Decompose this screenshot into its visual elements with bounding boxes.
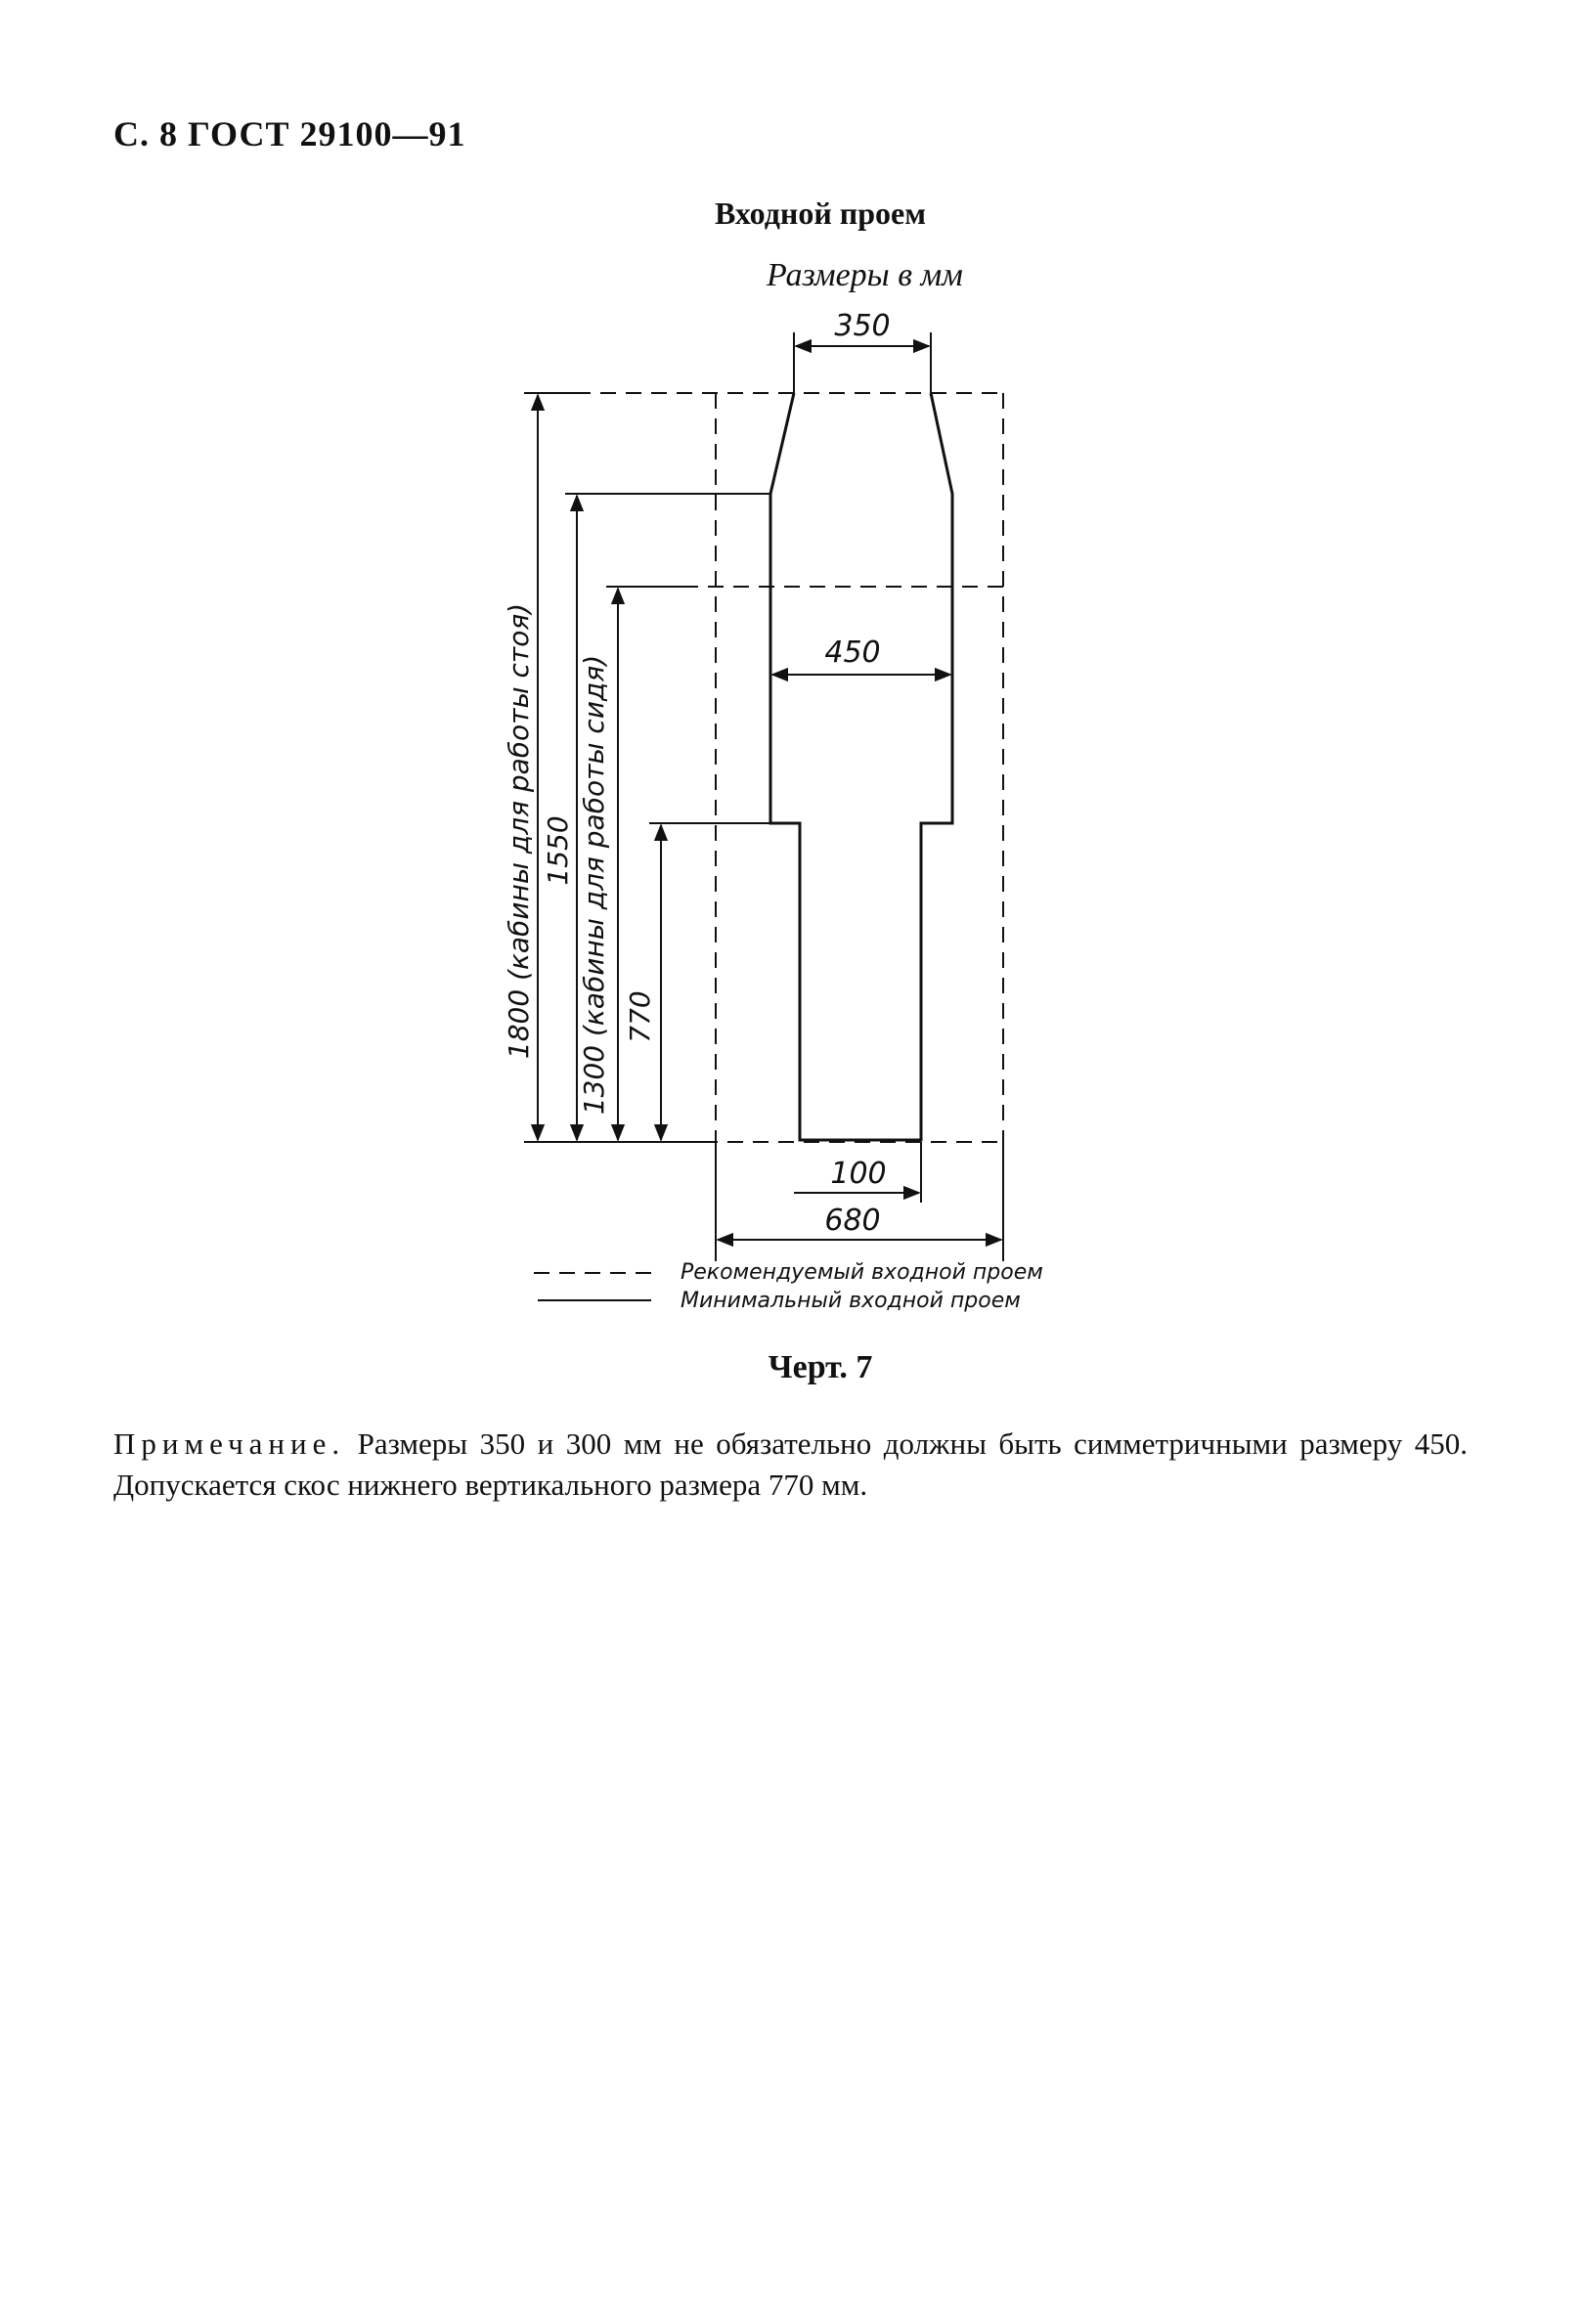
dimension-770-label: 770 <box>624 990 656 1043</box>
note-text: Размеры 350 и 300 мм не обязательно должны быть симметричными размеру 450. Допускается скос нижнего вертикального размера 770 мм. <box>113 1426 1469 1502</box>
dimension-1300-label: 1300 (кабины для работы сидя) <box>578 654 610 1116</box>
dimension-350-label: 350 <box>834 309 891 343</box>
dimension-1800-label: 1800 (кабины для работы стоя) <box>503 602 535 1060</box>
legend-solid-label: Минимальный входной проем <box>681 1289 1021 1313</box>
dimension-680-label: 680 <box>824 1204 881 1238</box>
dimension-450-label: 450 <box>824 636 881 670</box>
minimum-opening-outline <box>770 393 952 1140</box>
note-paragraph <box>113 1424 1468 1506</box>
dimension-100-label: 100 <box>830 1157 887 1191</box>
horizontal-dimension-lines <box>718 346 1001 1240</box>
figure-caption: Черт. 7 <box>768 1349 873 1385</box>
legend-dashed-label: Рекомендуемый входной проем <box>681 1260 1043 1285</box>
note-label: Примечание. <box>113 1426 346 1461</box>
units-caption: Размеры в мм <box>767 257 963 293</box>
figure-title: Входной проем <box>714 196 927 231</box>
dimension-1550-label: 1550 <box>542 815 574 886</box>
page-header: С. 8 ГОСТ 29100—91 <box>113 114 466 153</box>
